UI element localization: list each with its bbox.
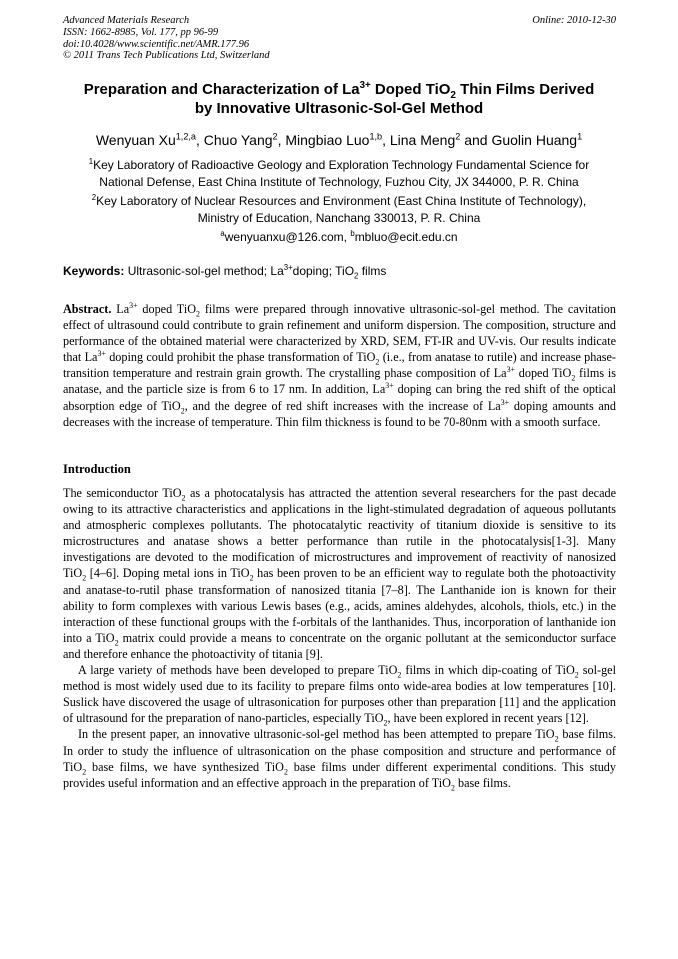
author-separator: , <box>277 132 286 148</box>
section-heading-introduction: Introduction <box>63 462 131 476</box>
title-text: Preparation and Characterization of La <box>83 81 360 98</box>
text-run: In the present paper, an innovative ultrasonic-sol-gel method has been attempted to prepare TiO <box>78 727 555 742</box>
journal-header <box>63 15 616 62</box>
text-run: base films. In order to study the influence of ultrasonication on the phase composition and structure and performance of TiO <box>63 727 616 774</box>
email-mark: b <box>350 229 355 238</box>
paragraph <box>63 662 616 726</box>
subscript: 2 <box>383 718 388 728</box>
subscript: 2 <box>571 373 576 383</box>
text-run: [4–6]. Doping metal ions in TiO <box>86 566 250 581</box>
author-affiliation-mark: 2 <box>455 131 461 142</box>
text-run: doping amounts and decreases with the increase of temperature. Thin film thickness is found to be 70-80nm with a smooth surface. <box>63 398 616 429</box>
email-link[interactable]: mbluo@ecit.edu.cn <box>354 230 458 244</box>
author-affiliation-mark: 2 <box>272 131 278 142</box>
subscript: 2 <box>283 767 288 777</box>
text-run: , have been explored in recent years [12]. <box>387 711 589 726</box>
introduction-body <box>63 485 616 791</box>
issn-line: ISSN: 1662-8985, Vol. 177, pp 96-99 <box>63 26 219 38</box>
author-emails <box>40 229 638 246</box>
keywords-superscript: 3+ <box>283 263 293 272</box>
doi-line: doi:10.4028/www.scientific.net/AMR.177.96 <box>63 38 250 50</box>
superscript: 3+ <box>506 365 516 375</box>
subscript: 2 <box>574 670 579 680</box>
author-name: Mingbiao Luo <box>285 132 370 148</box>
journal-name: Advanced Materials Research <box>63 15 190 26</box>
title-text: Thin Films Derived <box>455 81 595 98</box>
subscript: 2 <box>249 573 254 583</box>
affiliation-2 <box>40 193 638 227</box>
text-run: as a photocatalysis has attracted the attention several researchers for the past decade owing to its attractive characteristics and applications in the light-stimulated degradation of aqueous pollutants and atmospheric complexes pollutants. The photocatalytic reactivity of titanium dioxide is sensitive to its microstructures and anatase shows a better performance than rutile in the photocatalysis[1-3]. Many investigations are devoted to the modification of microstructures and improvement of reactivity of nanosized TiO <box>63 486 616 581</box>
subscript: 2 <box>554 734 559 744</box>
online-date: Online: 2010-12-30 <box>532 15 616 26</box>
subscript: 2 <box>450 783 455 793</box>
affiliation-text: Key Laboratory of Radioactive Geology and Exploration Technology Fundamental Science for <box>93 158 590 172</box>
superscript: 3+ <box>97 349 106 359</box>
text-run: films is anatase, and the particle size is from 6 to 17 nm. In addition, La <box>63 366 616 397</box>
keywords-text: Ultrasonic-sol-gel method; La <box>124 264 284 278</box>
title-line-2: by Innovative Ultrasonic-Sol-Gel Method <box>194 100 484 117</box>
subscript: 2 <box>375 357 380 367</box>
text-run: , and the degree of red shift increases with the increase of La <box>184 398 501 413</box>
copyright-line: © 2011 Trans Tech Publications Ltd, Switzerland <box>63 50 270 62</box>
affiliation-mark: 2 <box>91 193 97 202</box>
keywords-label: Keywords: <box>63 264 125 278</box>
abstract-label: Abstract. <box>63 302 112 316</box>
keywords <box>63 263 616 279</box>
text-run: The semiconductor TiO <box>63 486 182 500</box>
affiliation-1 <box>40 157 638 191</box>
paragraph <box>63 485 616 662</box>
subscript: 2 <box>180 406 185 415</box>
author-name: Guolin Huang <box>491 132 578 148</box>
author-separator: , <box>195 132 204 148</box>
affiliation-text: Key Laboratory of Nuclear Resources and Environment (East China Institute of Technology), <box>96 194 587 208</box>
subscript: 2 <box>196 309 200 319</box>
author-affiliation-mark: 1 <box>577 131 583 142</box>
affiliation-text: Ministry of Education, Nanchang 330013, P. R. China <box>197 211 481 225</box>
superscript: 3+ <box>385 381 394 391</box>
subscript: 2 <box>82 767 87 777</box>
text-run: films in which dip-coating of TiO <box>401 663 575 678</box>
author-affiliation-mark: 1,2,a <box>175 131 196 142</box>
author-name: Wenyuan Xu <box>95 132 176 148</box>
affiliation-mark: 1 <box>88 157 94 166</box>
author-separator: and <box>460 132 492 148</box>
text-run: doping could prohibit the phase transformation of TiO <box>105 350 376 365</box>
paper-title <box>40 80 638 118</box>
keywords-text: doping; TiO <box>292 264 355 278</box>
abstract <box>63 301 616 430</box>
author-list <box>30 131 648 149</box>
author-affiliation-mark: 1,b <box>369 131 383 142</box>
affiliation-text: National Defense, East China Institute of Technology, Fuzhou City, JX 344000, P. R. China <box>99 175 579 189</box>
superscript: 3+ <box>500 397 510 407</box>
subscript: 2 <box>397 670 402 680</box>
text-run: La <box>111 302 130 316</box>
text-run: base films under different experimental conditions. This study provides useful information and an effective approach in the preparation of TiO <box>63 759 616 790</box>
email-mark: a <box>220 229 225 238</box>
text-run: sol-gel method is most widely used due to its facility to prepare films onto wide-area bodies at low temperatures [10]. Suslick have discovered the usage of ultrasonication for purposes other than preparation [11] and the application of ultrasound for the preparation of nano-particles, especially TiO <box>63 663 616 726</box>
text-run: has been proven to be an efficient way to regulate both the photoactivity and anatase-to-rutil phase transformation of nanosized titania [7–8]. The Lanthanide ion is known for their ability to form complexes with various Lewis bases (e.g., acids, amines aldehydes, alcohols, thiols, etc.) in the interaction of these functional groups with the f-orbitals of the lanthanides. Thus, incorporation of lanthanide ion into a TiO <box>63 566 617 645</box>
keywords-subscript: 2 <box>354 271 359 281</box>
subscript: 2 <box>114 638 119 648</box>
text-run: doped TiO <box>137 302 197 316</box>
author-separator: , <box>382 132 390 148</box>
text-run: doping can bring the red shift of the optical absorption edge of TiO <box>63 382 617 413</box>
title-subscript: 2 <box>450 90 456 101</box>
text-run: films were prepared through innovative ultrasonic-sol-gel method. The cavitation effect of ultrasound could contribute to grain refinement and uniform dispersion. The composition, structure and performance of the obtained material were characterized by XRD, SEM, FT-IR and UV-vis. Our results indicate that La <box>63 302 616 365</box>
text-run: base films, we have synthesized TiO <box>86 759 284 774</box>
author-name: Lina Meng <box>389 132 456 148</box>
subscript: 2 <box>82 573 87 583</box>
text-run: A large variety of methods have been developed to prepare TiO <box>78 663 398 678</box>
text-run: base films. <box>454 775 511 790</box>
text-run: (i.e., from anatase to rutile) and increase phase-transition temperature and restrain grain growth. The crystalling phase composition of La <box>63 350 616 381</box>
title-text: Doped TiO <box>370 81 451 98</box>
text-run: matrix could provide a means to concentrate on the organic pollutant at the semiconductor surface and therefore enhance the photoactivity of titania [9]. <box>63 630 616 661</box>
author-name: Chuo Yang <box>203 132 273 148</box>
superscript: 3+ <box>129 300 138 310</box>
text-run: doped TiO <box>515 366 572 381</box>
paragraph <box>63 726 616 793</box>
email-link[interactable]: wenyuanxu@126.com, <box>224 230 351 244</box>
keywords-text: films <box>358 264 387 278</box>
subscript: 2 <box>181 493 186 503</box>
title-superscript: 3+ <box>359 80 371 91</box>
